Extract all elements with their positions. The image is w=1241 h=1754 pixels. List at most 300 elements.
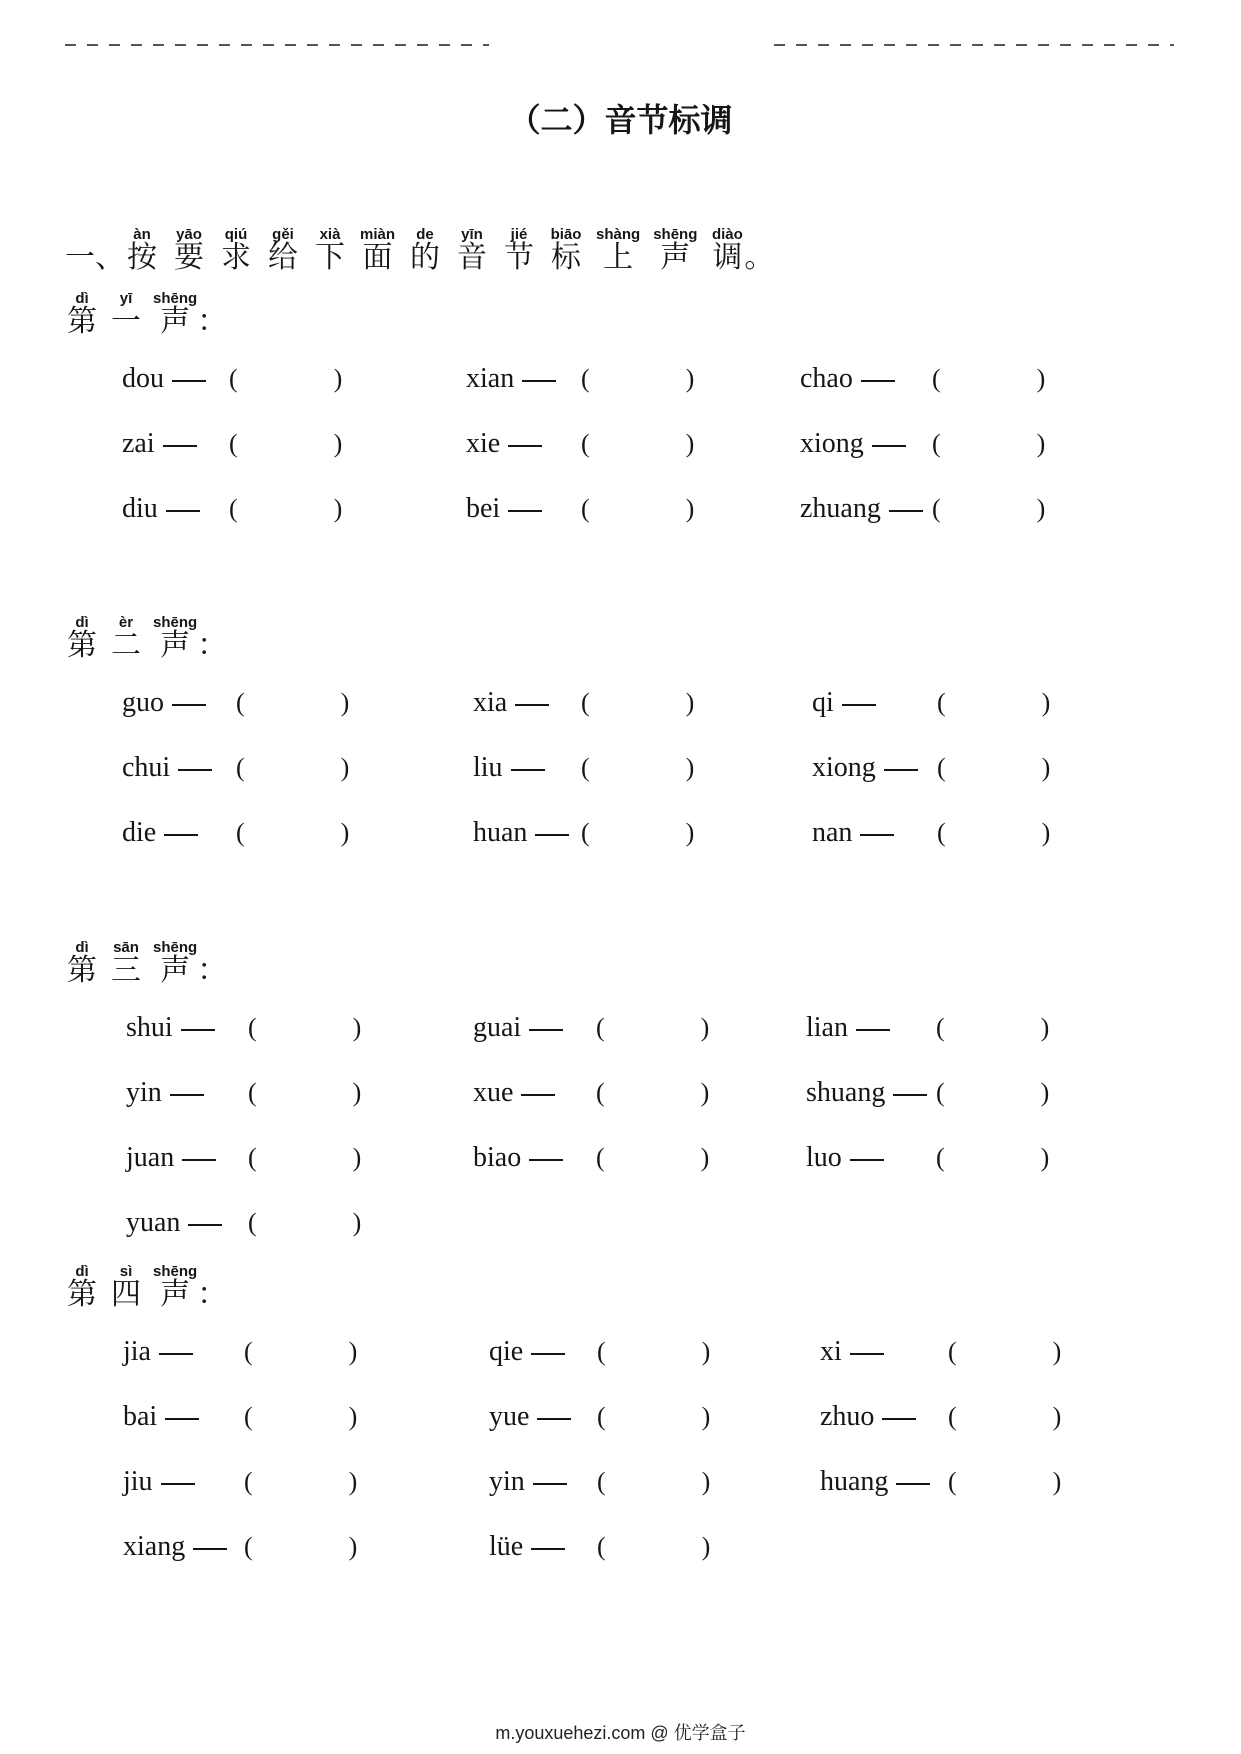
syllable: luo [806,1141,842,1173]
answer-blank [941,369,1037,389]
instruction-line [65,227,774,273]
syllable: qie [489,1335,524,1367]
hanzi: 给 [268,240,298,275]
open-paren: ( [948,1466,957,1496]
answer-item [473,670,694,735]
syllable: lian [806,1011,848,1043]
dash-line [861,380,895,382]
syllable: diu [122,492,158,524]
dash-line [856,1029,890,1031]
hanzi: 第 [67,953,97,988]
dash-line [522,380,556,382]
answer-item [123,1319,357,1384]
open-paren: ( [932,428,941,458]
close-paren: ) [1041,752,1051,782]
open-paren: ( [581,363,590,393]
syllable: xia [473,686,508,718]
syllable: xue [473,1076,514,1108]
dash-line [182,1159,216,1161]
syllable-group [122,492,229,524]
dash-line [166,510,200,512]
hanzi: 四 [111,1277,141,1312]
close-paren: ) [352,1012,362,1042]
syllable-group [820,1400,948,1432]
answer-blank [606,1407,702,1427]
syllable-group [489,1400,597,1432]
ruby-char [710,227,744,273]
pinyin: yāo [176,226,202,243]
syllable-group [489,1530,597,1562]
exercise-row [0,411,1241,476]
pinyin: shàng [596,226,641,243]
answer-blank [957,1342,1053,1362]
dash-line [893,1094,927,1096]
ruby-char [502,227,536,273]
dash-line [188,1224,222,1226]
answer-item [123,1384,357,1449]
hanzi: 声 [160,1277,191,1312]
close-paren: ) [352,1207,362,1237]
page-title: （二）音节标调 [508,101,733,139]
dash-line [172,380,206,382]
section-second-tone [0,615,1241,865]
exercise-row [0,995,1241,1060]
hanzi: 第 [67,1277,97,1312]
open-paren: ( [932,363,941,393]
ruby-char [109,940,143,986]
pinyin: àn [133,226,151,243]
syllable-group [123,1465,244,1497]
ruby-char [172,227,206,273]
pinyin: shēng [153,939,198,956]
syllable: shui [126,1011,173,1043]
open-paren: ( [236,752,245,782]
syllable: jia [123,1335,151,1367]
open-paren: ( [597,1466,606,1496]
open-paren: ( [581,817,590,847]
syllable-group [800,362,932,394]
exercise-rows [0,346,1241,541]
answer-blank [590,369,686,389]
answer-blank [941,499,1037,519]
syllable: yue [489,1400,530,1432]
syllable-group [473,686,581,718]
syllable-group [489,1335,597,1367]
heading-colon: ： [197,304,228,339]
hanzi: 下 [315,240,345,275]
syllable: dou [122,362,164,394]
exercise-row [0,670,1241,735]
close-paren: ) [333,493,343,523]
answer-blank [606,1472,702,1492]
answer-blank [590,693,686,713]
syllable-group [473,1011,596,1043]
answer-item [820,1384,1061,1449]
answer-blank [245,758,341,778]
answer-blank [605,1148,701,1168]
close-paren: ) [701,1466,711,1496]
exercise-row [0,1125,1241,1190]
answer-item [800,346,1045,411]
close-paren: ) [1052,1336,1062,1366]
syllable: biao [473,1141,522,1173]
open-paren: ( [581,752,590,782]
ruby-char [266,227,300,273]
exercise-rows [0,1319,1241,1579]
close-paren: ) [700,1012,710,1042]
answer-item [466,411,694,476]
hanzi: 上 [603,240,634,275]
pinyin: shēng [653,226,698,243]
hanzi: 第 [67,628,97,663]
answer-blank [257,1018,353,1038]
close-paren: ) [685,428,695,458]
syllable-group [122,686,236,718]
syllable: guai [473,1011,522,1043]
dash-line [860,834,894,836]
open-paren: ( [248,1077,257,1107]
instruction-number: 一、 [65,240,125,275]
hanzi: 第 [67,304,97,339]
answer-item [122,735,349,800]
close-paren: ) [685,493,695,523]
pinyin: yī [119,290,133,307]
syllable-group [122,816,236,848]
syllable: xiong [800,427,864,459]
exercise-rows [0,995,1241,1255]
close-paren: ) [1040,1077,1050,1107]
syllable: xiong [812,751,876,783]
exercise-row [0,1060,1241,1125]
answer-item [806,995,1049,1060]
close-paren: ) [685,817,695,847]
answer-item [473,735,694,800]
exercise-row [0,346,1241,411]
hanzi: 声 [160,953,191,988]
answer-blank [253,1342,349,1362]
answer-item [126,1190,361,1255]
answer-item [466,346,694,411]
period: 。 [744,240,775,275]
hanzi: 一 [111,304,141,339]
hanzi: 节 [504,240,535,275]
answer-blank [238,499,334,519]
answer-blank [946,823,1042,843]
footer-watermark: m.youxuehezi.com @ 优学盒子 [495,1723,746,1743]
ruby-char [153,615,197,661]
section-third-tone [0,940,1241,1255]
hanzi: 声 [660,240,691,275]
pinyin: sān [113,939,139,956]
syllable-group [806,1076,936,1108]
section-heading [65,291,1241,337]
open-paren: ( [581,493,590,523]
answer-item [812,670,1050,735]
syllable-group [800,492,932,524]
open-paren: ( [596,1012,605,1042]
answer-item [800,411,1045,476]
answer-blank [946,758,1042,778]
pinyin: yīn [461,226,483,243]
pinyin: gěi [272,226,294,243]
ruby-char [109,1264,143,1310]
answer-blank [941,434,1037,454]
answer-blank [257,1148,353,1168]
open-paren: ( [948,1336,957,1366]
open-paren: ( [597,1531,606,1561]
ruby-char [313,227,347,273]
answer-item [122,800,349,865]
syllable: zhuang [800,492,881,524]
answer-item [123,1514,357,1579]
ruby-char [65,940,99,986]
answer-item [489,1449,710,1514]
hanzi: 标 [551,240,582,275]
open-paren: ( [229,363,238,393]
answer-blank [957,1407,1053,1427]
syllable-group [820,1465,948,1497]
ruby-char [125,227,159,273]
open-paren: ( [248,1142,257,1172]
close-paren: ) [352,1077,362,1107]
syllable: xi [820,1335,842,1367]
close-paren: ) [1036,493,1046,523]
syllable-group [466,492,581,524]
answer-item [466,476,694,541]
close-paren: ) [333,363,343,393]
answer-item [489,1384,710,1449]
dash-line [533,1483,567,1485]
dash-line [161,1483,195,1485]
syllable-group [122,362,229,394]
syllable-group [800,427,932,459]
syllable: shuang [806,1076,886,1108]
exercise-row [0,476,1241,541]
hanzi: 调 [712,240,743,275]
syllable-group [126,1141,248,1173]
dash-line [193,1548,227,1550]
syllable-group [126,1076,248,1108]
section-heading [65,1264,1241,1310]
syllable-group [812,686,937,718]
close-paren: ) [685,752,695,782]
exercise-row [0,800,1241,865]
syllable: bei [466,492,501,524]
syllable-group [466,362,581,394]
open-paren: ( [244,1336,253,1366]
ruby-char [219,227,253,273]
ruby-char [109,615,143,661]
answer-item [489,1514,710,1579]
exercise-rows [0,670,1241,865]
syllable: yin [126,1076,162,1108]
answer-blank [253,1472,349,1492]
pinyin: dì [75,290,89,307]
ruby-char [653,227,697,273]
pinyin: de [416,226,434,243]
close-paren: ) [1036,428,1046,458]
dash-line [178,769,212,771]
answer-item [473,800,694,865]
pinyin: dì [75,939,89,956]
syllable: huan [473,816,528,848]
syllable: liu [473,751,503,783]
answer-blank [606,1537,702,1557]
open-paren: ( [229,493,238,523]
answer-item [126,1060,361,1125]
dash-line [537,1418,571,1420]
close-paren: ) [701,1531,711,1561]
dash-line [889,510,923,512]
answer-item [812,800,1050,865]
dash-line [850,1159,884,1161]
answer-item [806,1060,1049,1125]
syllable: chui [122,751,171,783]
syllable: xiang [123,1530,186,1562]
answer-item [820,1449,1061,1514]
dash-line [170,1094,204,1096]
close-paren: ) [1040,1142,1050,1172]
close-paren: ) [701,1336,711,1366]
hanzi: 要 [174,240,204,275]
open-paren: ( [236,687,245,717]
dash-line [521,1094,555,1096]
answer-blank [590,434,686,454]
dash-line [531,1353,565,1355]
ruby-char [65,615,99,661]
syllable-group [489,1465,597,1497]
dash-line [529,1159,563,1161]
answer-item [812,735,1050,800]
open-paren: ( [229,428,238,458]
pinyin: sì [119,1263,133,1280]
syllable: huang [820,1465,889,1497]
answer-blank [946,693,1042,713]
ruby-char [549,227,583,273]
exercise-row [0,1449,1241,1514]
dash-line [508,445,542,447]
answer-blank [238,434,334,454]
syllable-group [806,1141,936,1173]
exercise-row [0,735,1241,800]
close-paren: ) [340,752,350,782]
heading-colon: ： [197,953,228,988]
answer-blank [590,499,686,519]
open-paren: ( [236,817,245,847]
dash-line [164,834,198,836]
open-paren: ( [948,1401,957,1431]
hanzi: 声 [160,628,191,663]
open-paren: ( [597,1336,606,1366]
heading-colon: ： [197,1277,228,1312]
answer-item [122,476,342,541]
answer-item [122,411,342,476]
dash-line [172,704,206,706]
open-paren: ( [936,1012,945,1042]
syllable: guo [122,686,164,718]
close-paren: ) [701,1401,711,1431]
pinyin: miàn [360,226,396,243]
syllable-group [126,1206,248,1238]
answer-blank [257,1083,353,1103]
close-paren: ) [1041,817,1051,847]
pinyin: jié [510,226,528,243]
hanzi: 三 [111,953,141,988]
pinyin: dì [75,614,89,631]
answer-blank [245,823,341,843]
cut-line-left [65,44,489,46]
answer-blank [238,369,334,389]
open-paren: ( [581,687,590,717]
answer-item [126,995,361,1060]
open-paren: ( [581,428,590,458]
syllable: jiu [123,1465,153,1497]
syllable: zai [122,427,155,459]
answer-blank [957,1472,1053,1492]
syllable: yin [489,1465,525,1497]
pinyin: biāo [550,226,582,243]
answer-blank [590,823,686,843]
close-paren: ) [685,363,695,393]
open-paren: ( [932,493,941,523]
answer-blank [253,1537,349,1557]
close-paren: ) [1040,1012,1050,1042]
close-paren: ) [1036,363,1046,393]
syllable-group [126,1011,248,1043]
answer-item [473,995,709,1060]
pinyin: shēng [153,614,198,631]
close-paren: ) [340,687,350,717]
syllable-group [473,1141,596,1173]
ruby-char [65,1264,99,1310]
hanzi: 二 [111,628,141,663]
open-paren: ( [937,817,946,847]
answer-item [122,346,342,411]
close-paren: ) [348,1336,358,1366]
answer-blank [257,1213,353,1233]
syllable: zhuo [820,1400,875,1432]
dash-line [181,1029,215,1031]
close-paren: ) [700,1077,710,1107]
answer-item [473,1060,709,1125]
ruby-char [109,291,143,337]
open-paren: ( [596,1077,605,1107]
syllable-group [806,1011,936,1043]
hanzi: 面 [362,240,393,275]
ruby-char [360,227,395,273]
close-paren: ) [340,817,350,847]
close-paren: ) [1052,1466,1062,1496]
answer-blank [590,758,686,778]
answer-blank [606,1342,702,1362]
open-paren: ( [248,1012,257,1042]
answer-item [122,670,349,735]
heading-colon: ： [197,628,228,663]
dash-line [531,1548,565,1550]
syllable-group [473,751,581,783]
dash-line [872,445,906,447]
open-paren: ( [936,1077,945,1107]
dash-line [163,445,197,447]
syllable-group [122,751,236,783]
hanzi: 的 [410,240,441,275]
open-paren: ( [937,752,946,782]
dash-line [508,510,542,512]
ruby-char [65,291,99,337]
syllable-group [466,427,581,459]
ruby-char [596,227,640,273]
syllable-group [123,1335,244,1367]
